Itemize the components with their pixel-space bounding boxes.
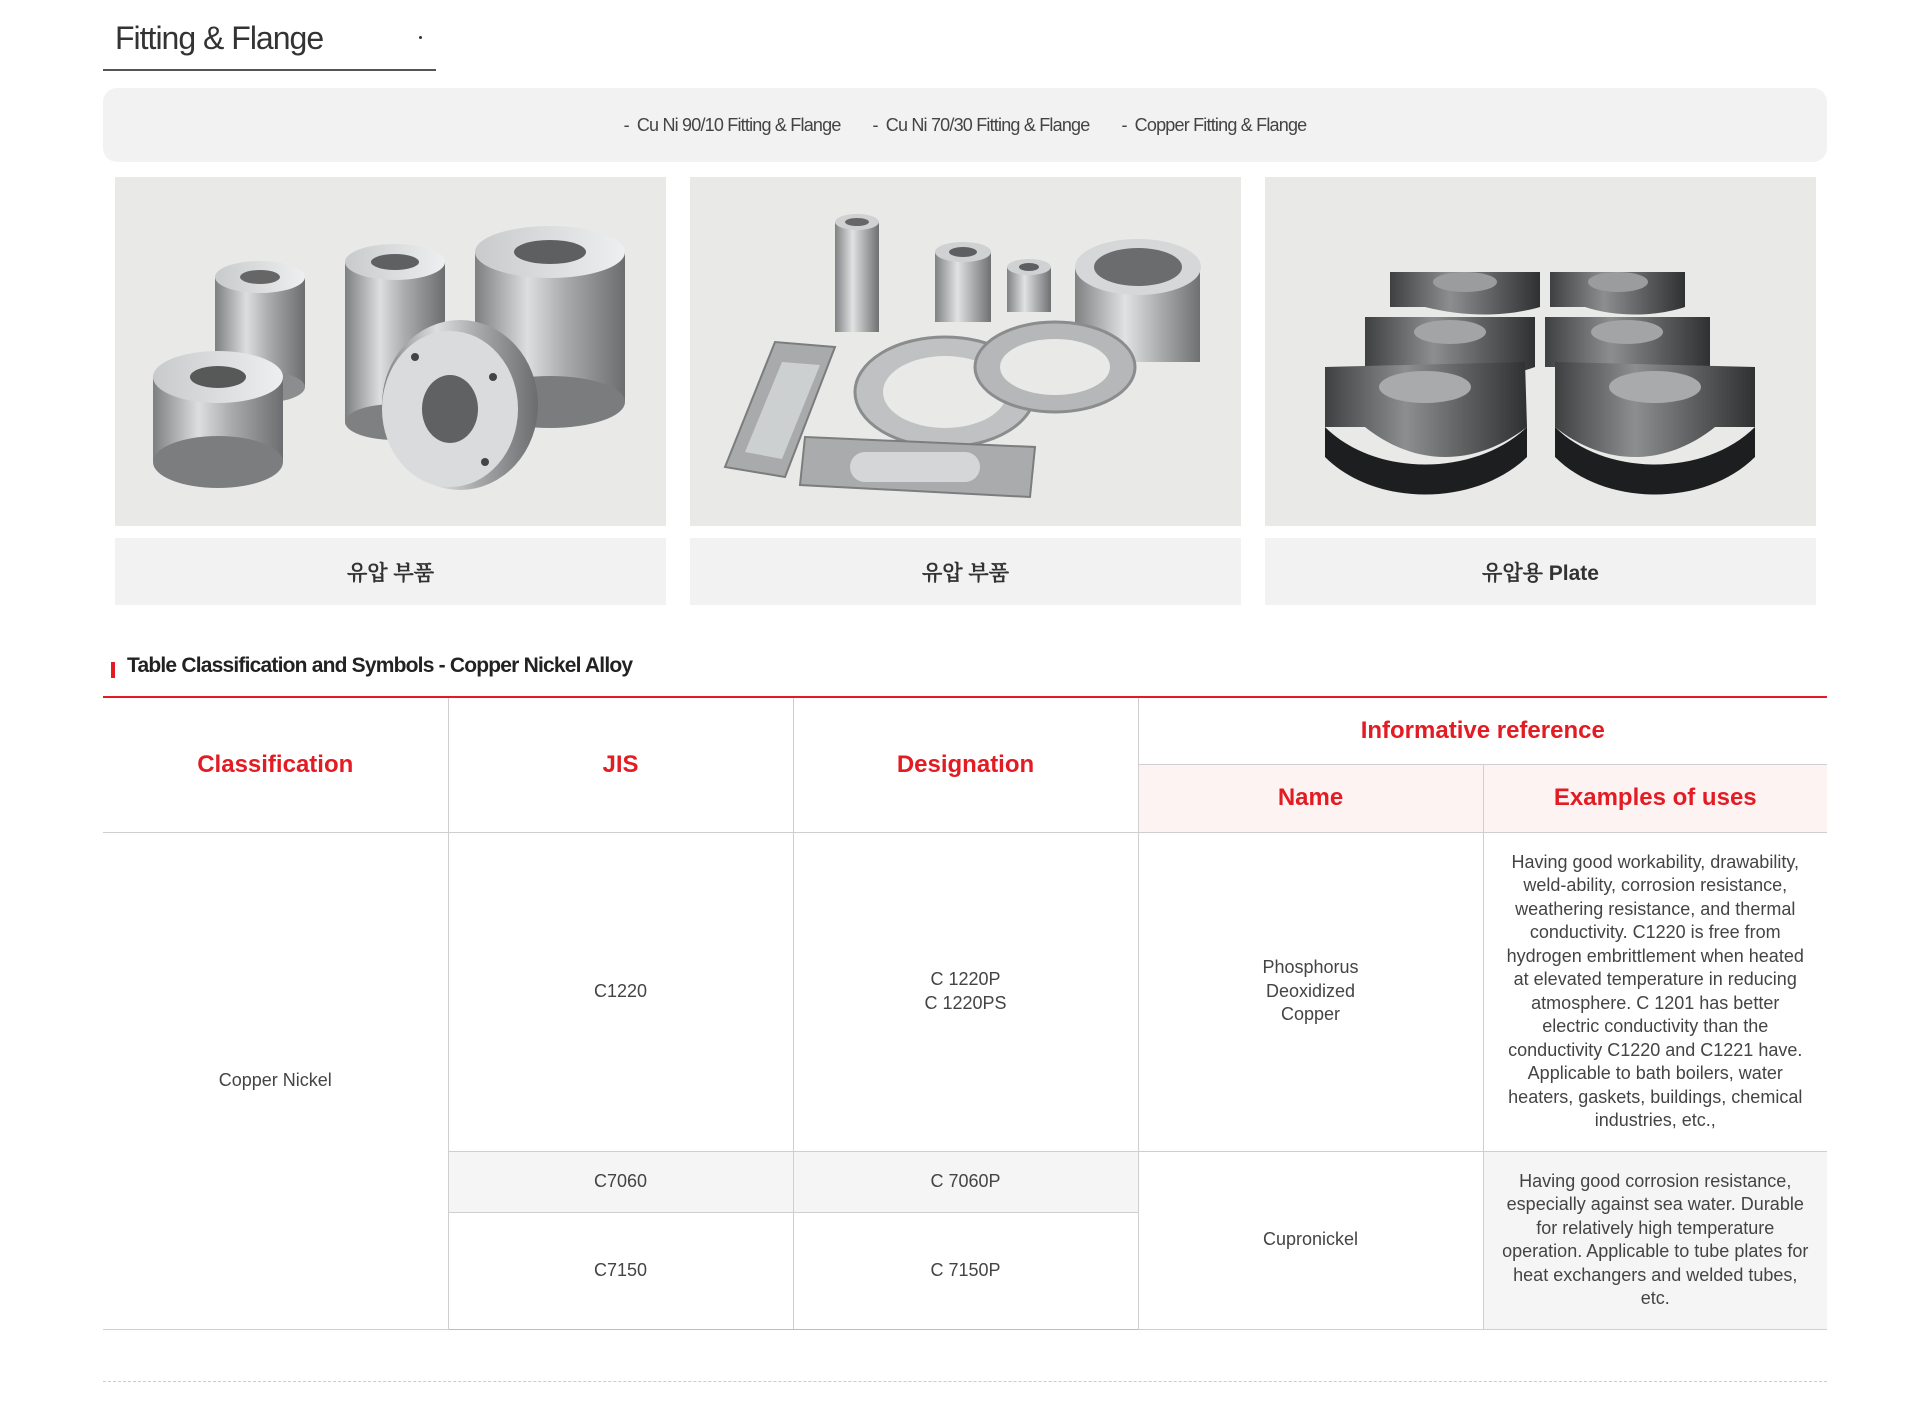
cell-designation: C 7150P <box>793 1212 1138 1329</box>
product-caption: 유압 부품 <box>115 538 666 605</box>
product-caption: 유압 부품 <box>690 538 1241 605</box>
product-image-machined-fittings <box>115 177 666 526</box>
section-title-bar <box>111 662 115 678</box>
cell-jis: C1220 <box>448 832 793 1151</box>
cell-examples: Having good workability, drawability, weld-ability, corrosion resistance, weathering resistance, and thermal conductivity. C1220 is free from hydrogen embrittlement when heated at elevated temperature in reducing atmosphere. C 1201 has better electric conductivity than the conductivity C1220 and C1221 have. Applicable to bath boilers, water heaters, gaskets, buildings, chemical industries, etc., <box>1483 832 1827 1151</box>
product-image-flanges-plates <box>690 177 1241 526</box>
product-card[interactable] <box>115 177 666 605</box>
spec-table <box>103 696 1827 1330</box>
title-dot <box>419 36 422 39</box>
product-caption: 유압용 Plate <box>1265 538 1816 605</box>
product-card[interactable] <box>690 177 1241 605</box>
product-card[interactable] <box>1265 177 1816 605</box>
header-informative-reference: Informative reference <box>1138 697 1827 764</box>
subnav-item-cuni-7030[interactable]: - Cu Ni 70/30 Fitting & Flange <box>872 114 1090 135</box>
cell-designation: C 7060P <box>793 1151 1138 1212</box>
dashed-separator <box>103 1381 1827 1382</box>
cell-jis: C7150 <box>448 1212 793 1329</box>
cell-jis: C7060 <box>448 1151 793 1212</box>
page-title-wrap <box>103 14 436 71</box>
cell-examples: Having good corrosion resistance, especially against sea water. Durable for relatively high temperature operation. Applicable to tube plates for heat exchangers and welded tubes, etc. <box>1483 1151 1827 1329</box>
page-title: Fitting & Flange <box>115 20 324 56</box>
cell-name: Phosphorus Deoxidized Copper <box>1138 832 1483 1151</box>
header-designation: Designation <box>793 697 1138 832</box>
header-jis: JIS <box>448 697 793 832</box>
header-classification: Classification <box>103 697 448 832</box>
header-name: Name <box>1138 764 1483 832</box>
product-image-hydraulic-plates <box>1265 177 1816 526</box>
cell-designation: C 1220P C 1220PS <box>793 832 1138 1151</box>
header-examples: Examples of uses <box>1483 764 1827 832</box>
cell-name: Cupronickel <box>1138 1151 1483 1329</box>
table-row <box>103 832 1827 1151</box>
section-title: Table Classification and Symbols - Copper Nickel Alloy <box>111 654 632 678</box>
cell-classification: Copper Nickel <box>103 832 448 1329</box>
subnav-item-copper[interactable]: - Copper Fitting & Flange <box>1121 114 1307 135</box>
subnav-item-cuni-9010[interactable]: - Cu Ni 90/10 Fitting & Flange <box>623 114 841 135</box>
subnav <box>103 88 1827 162</box>
